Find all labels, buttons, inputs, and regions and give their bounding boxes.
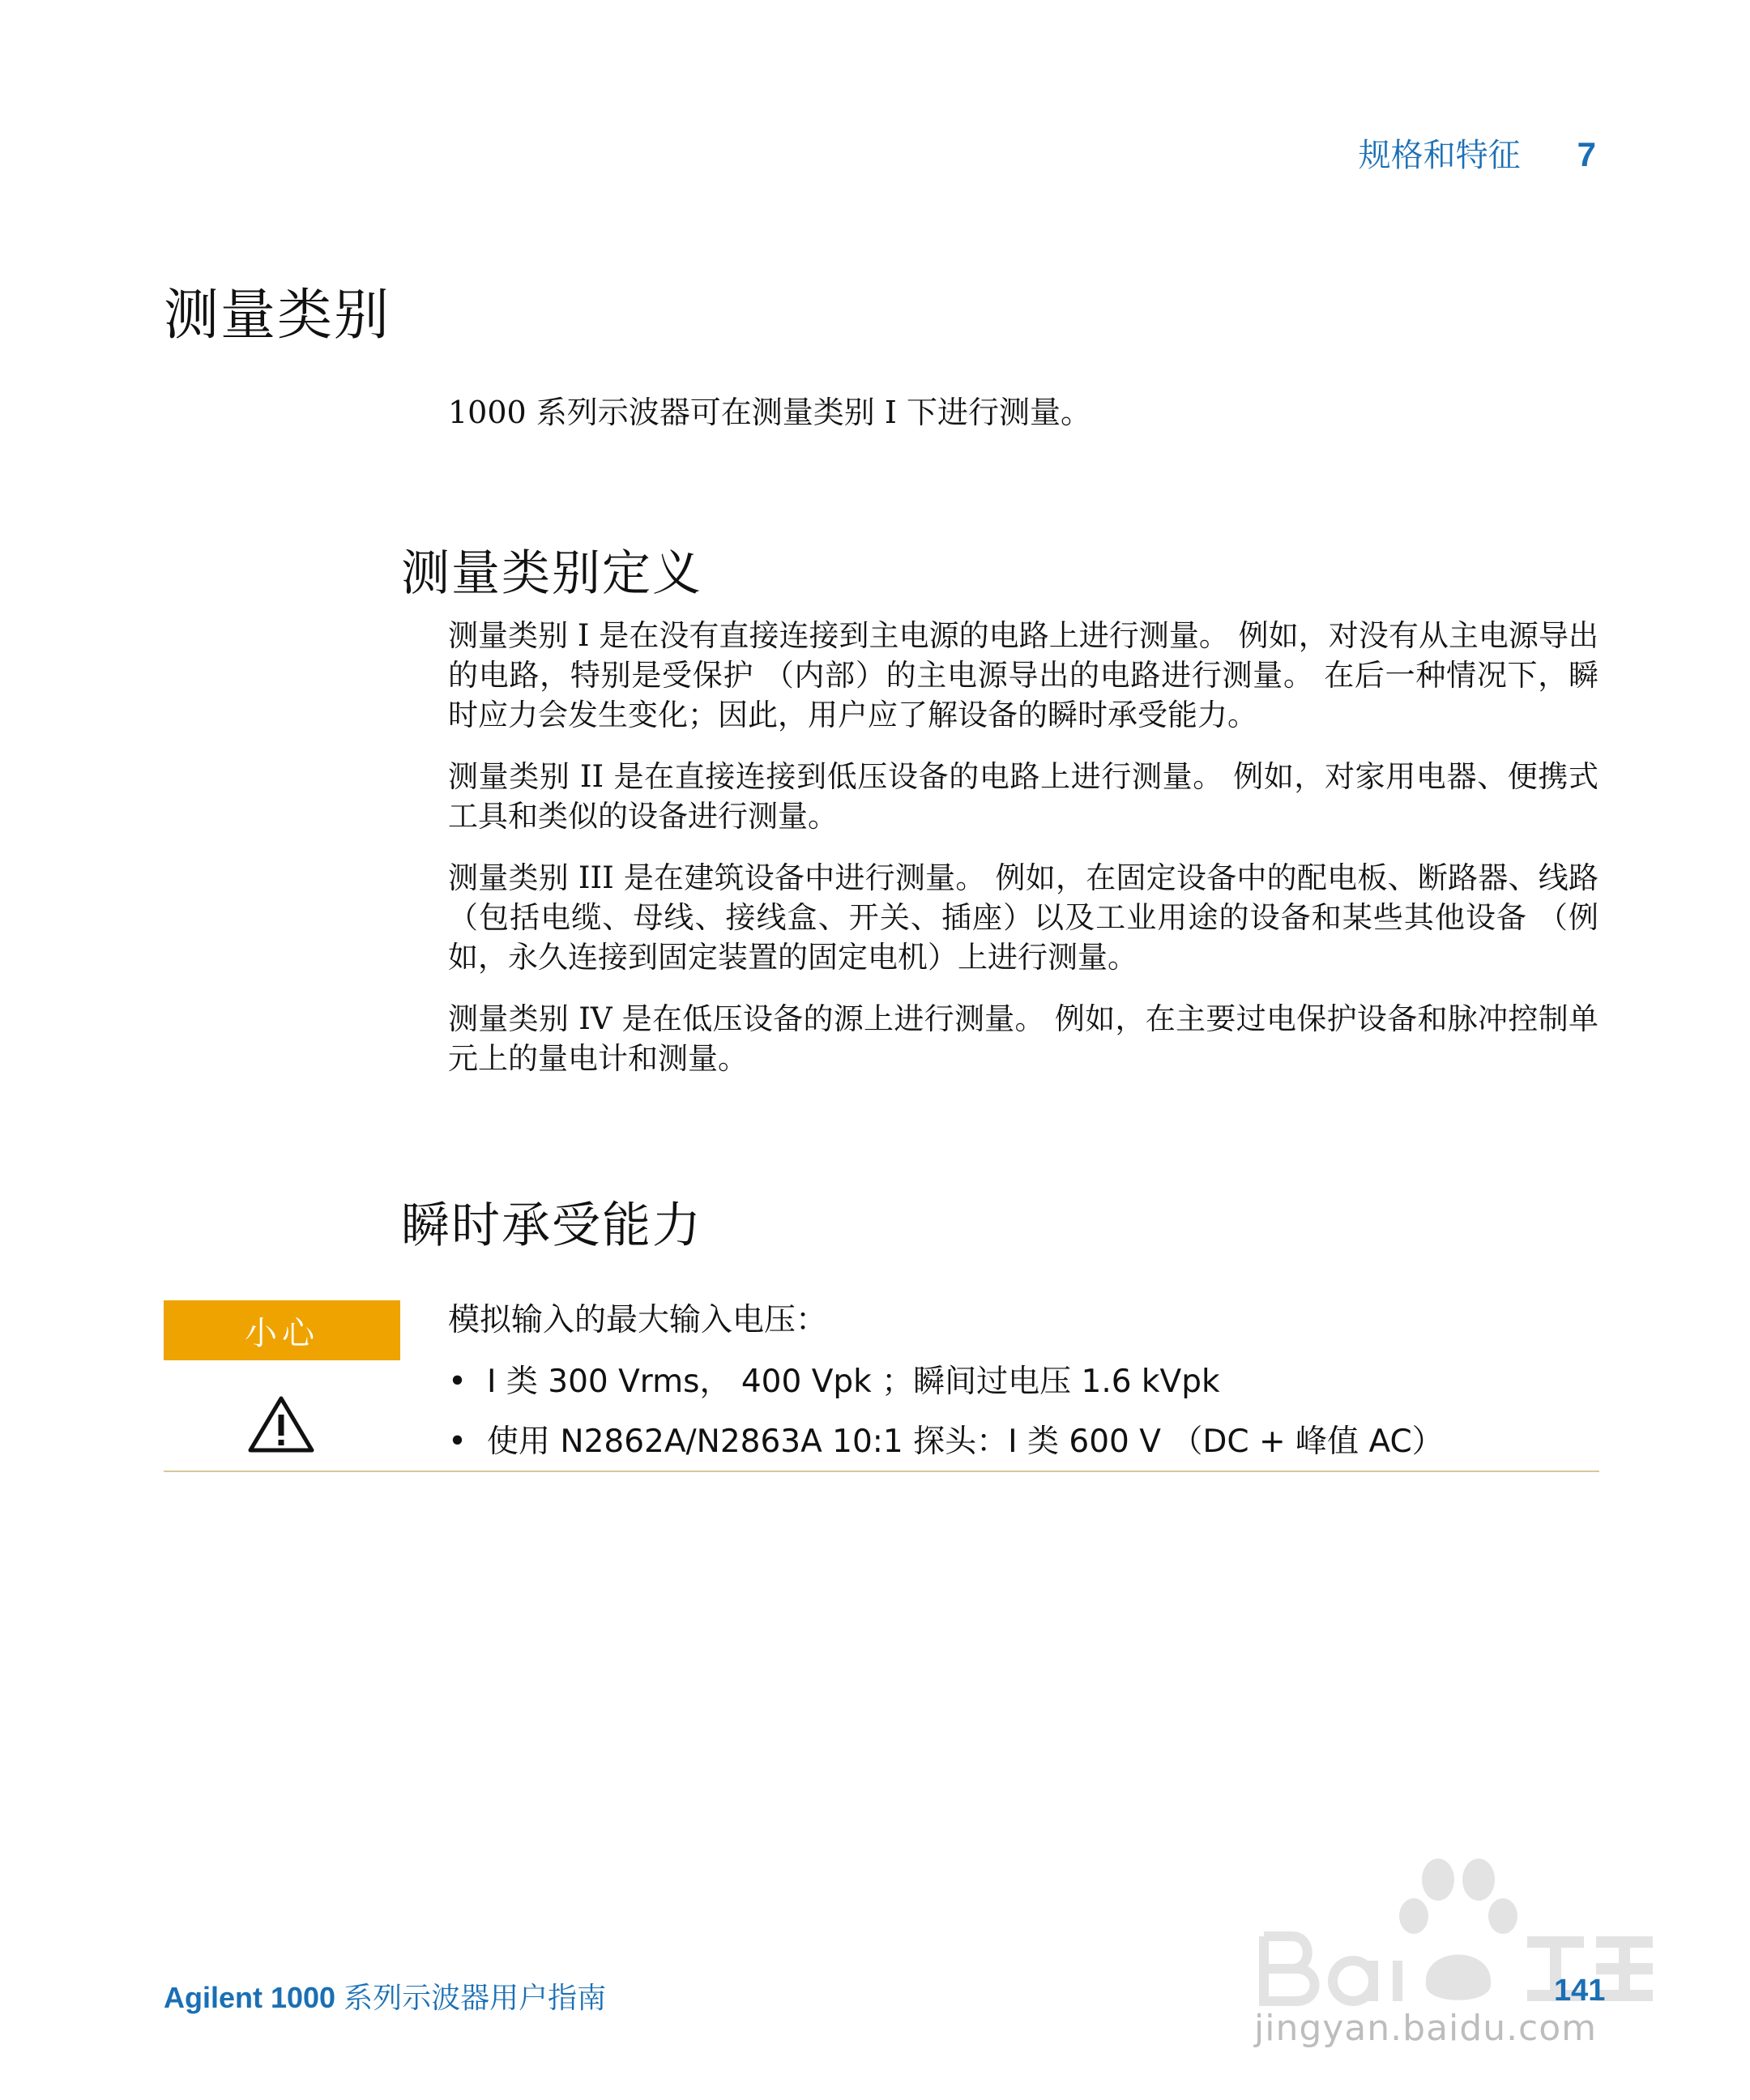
caution-body (448, 1295, 1598, 1483)
definition-cat-1: 测量类别 I 是在没有直接连接到主电源的电路上进行测量。 例如，对没有从主电源导出的电路，特别是受保护 （内部）的主电源导出的电路进行测量。 在后一种情况下，瞬时应力会发生变化；因此，用户应了解设备的瞬时承受能力。 (448, 618, 1598, 732)
page-number: 141 (1554, 1974, 1606, 2008)
intro-paragraph: 1000 系列示波器可在测量类别 I 下进行测量。 (448, 395, 1091, 430)
caution-lead: 模拟输入的最大输入电压： (448, 1302, 828, 1338)
running-header (1359, 130, 1596, 176)
list-item (448, 1423, 1598, 1462)
caution-label: 小心 (164, 1300, 400, 1360)
footer-document-title (164, 1975, 606, 2017)
caution-item-text: 使用 N2862A/N2863A 10:1 探头：I 类 600 V （DC + 峰值 AC） (487, 1423, 1444, 1460)
definition-cat-4: 测量类别 IV 是在低压设备的源上进行测量。 例如，在主要过电保护设备和脉冲控制单元上的量电计和测量。 (448, 1001, 1598, 1076)
caution-list (448, 1363, 1598, 1462)
list-item (448, 1363, 1598, 1402)
definition-cat-2: 测量类别 II 是在直接连接到低压设备的电路上进行测量。 例如，对家用电器、便携式工具和类似的设备进行测量。 (448, 759, 1598, 834)
footer-title: 系列示波器用户指南 (344, 1982, 607, 2015)
chapter-title: 规格和特征 (1358, 138, 1521, 173)
transient-heading: 瞬时承受能力 (401, 1197, 702, 1254)
caution-item-text: I 类 300 Vrms， 400 Vpk ；瞬间过电压 1.6 kVpk (487, 1364, 1220, 1400)
definitions-heading: 测量类别定义 (401, 545, 702, 602)
bullet-glyph: • (448, 1364, 467, 1400)
definition-cat-3: 测量类别 III 是在建筑设备中进行测量。 例如，在固定设备中的配电板、断路器、线路 （包括电缆、母线、接线盒、开关、插座）以及工业用途的设备和某些其他设备 （例如，永久连接到固定装置的固定电机）上进行测量。 (448, 860, 1598, 975)
section-title: 测量类别 (164, 284, 391, 348)
definitions-body (448, 616, 1598, 1100)
chapter-number: 7 (1577, 135, 1596, 173)
watermark-url: jingyan.baidu.com (1254, 2008, 1598, 2049)
bullet-glyph: • (448, 1423, 467, 1460)
footer-brand: Agilent 1000 (164, 1981, 336, 2014)
caution-divider (164, 1470, 1599, 1472)
warning-triangle-icon (247, 1395, 315, 1453)
